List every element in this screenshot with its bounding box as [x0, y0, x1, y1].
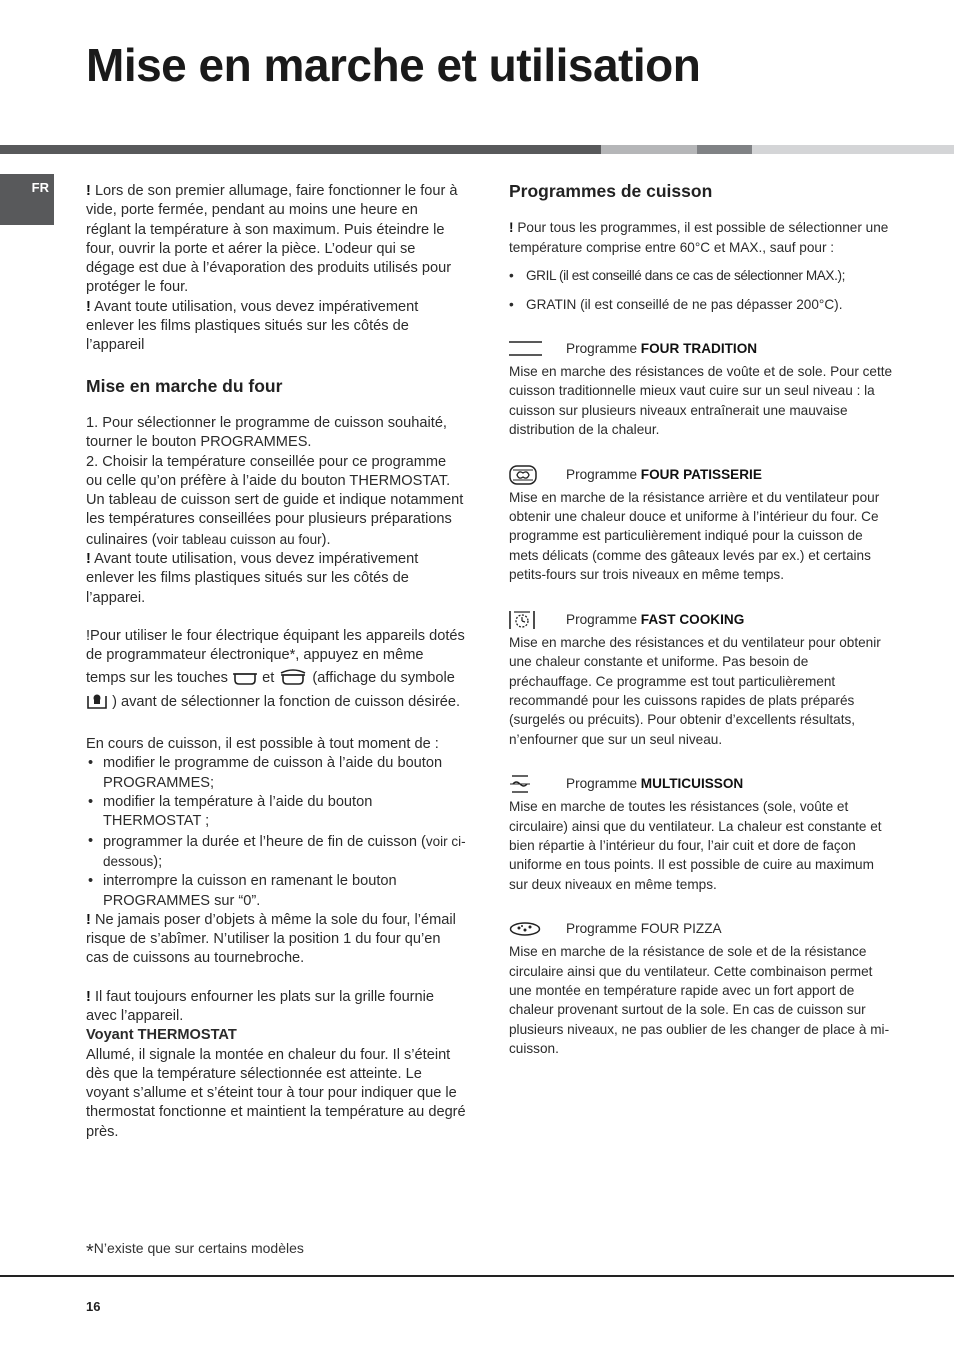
programs-intro: ! Pour tous les programmes, il est possible de sélectionner une température comprise entre 60°C et MAX., sauf pour :: [509, 220, 889, 255]
table-paragraph: Un tableau de cuisson sert de guide et indique notamment les températures conseillées pour plusieurs préparations culinaires (voir tableau cuisson au four).: [86, 492, 464, 548]
table-reference: voir tableau cuisson au four: [156, 531, 322, 547]
section-title-mise-en-marche: Mise en marche du four: [86, 375, 283, 396]
program-description: Mise en marche de toutes les résistances (sole, voûte et circulaire) ainsi que du ventilateur. La chaleur est constante et bien répartie à l’intérieur du four, l’air cuit et dore de façon uniforme en tous points. Il est possible de cuire au maximum sur deux niveaux en même temps.: [509, 799, 882, 892]
right-column: [509, 182, 894, 1059]
pot-key-icon: [232, 668, 258, 692]
list-item: • modifier le programme de cuisson à l’aide du bouton PROGRAMMES;: [86, 754, 466, 793]
list-item: • GRIL (il est conseillé dans ce cas de sélectionner MAX.);: [509, 266, 894, 285]
program-label: Programme FOUR PATISSERIE: [566, 466, 762, 482]
warning-paragraph-4: ! Il faut toujours enfourner les plats sur la grille fournie avec l’appareil.: [86, 988, 435, 1024]
step-1: 1. Pour sélectionner le programme de cuisson souhaité, tourner le bouton PROGRAMMES.: [86, 414, 447, 451]
footnote: *N’existe que sur certains modèles: [86, 1240, 304, 1263]
warning-mark: !: [86, 298, 91, 315]
page-title: Mise en marche et utilisation: [86, 39, 701, 91]
multicuisson-icon: [509, 773, 543, 795]
warning-paragraph-2: ! Avant toute utilisation, vous devez impérativement enlever les films plastiques situés sur les côtés de l’apparei.: [86, 551, 419, 606]
header-band-light: [601, 145, 697, 154]
voyant-thermostat-text: Allumé, il signale la montée en chaleur du four. Il s’éteint dès que la température sélectionnée est atteinte. Le voyant s’allume et s’éteint tour à tour pour indiquer que le thermostat fonctionne et maintient la température au degré près.: [86, 1046, 466, 1140]
language-tab: FR: [0, 174, 54, 225]
program-description: Mise en marche des résistances de voûte et de sole. Pour cette cuisson traditionnelle mieux vaut cuire sur un seul niveau : la cuisson sur plusieurs niveaux entraînerait une mauvaise distribution de la chaleur.: [509, 364, 893, 438]
program-fast-cooking: [509, 607, 894, 633]
during-cooking-list: [86, 754, 466, 910]
four-patisserie-icon: [509, 464, 543, 486]
program-multicuisson: [509, 771, 894, 797]
list-item: • GRATIN (il est conseillé de ne pas dépasser 200°C).: [509, 295, 894, 314]
fast-cooking-icon: [509, 609, 543, 631]
list-item: • modifier la température à l’aide du bouton THERMOSTAT ;: [86, 793, 466, 832]
voyant-thermostat-title: Voyant THERMOSTAT: [86, 1027, 237, 1044]
page-number: 16: [86, 1299, 101, 1314]
four-pizza-icon: [509, 918, 543, 940]
warning-paragraph-3: ! Ne jamais poser d’objets à même la sole du four, l’émail risque de s’abîmer. N’utiliser la position 1 du four qu’en cas de cuissons au tournebroche.: [86, 911, 456, 967]
program-label: Programme MULTICUISSON: [566, 776, 744, 792]
program-description: Mise en marche des résistances et du ventilateur pour obtenir une chaleur constante et uniforme. Pas besoin de préchauffage. Ce programme est tout particulièrement recommandé pour les cuissons rapides de plats préparés (surgelés ou précuits). Pour obtenir d’excellents résultats, n’enfourner que sur un seul niveau.: [509, 634, 881, 747]
exceptions-list: [509, 266, 894, 314]
during-cooking-intro: En cours de cuisson, il est possible à tout moment de :: [86, 736, 439, 753]
program-label: Programme FAST COOKING: [566, 611, 745, 627]
warning-mark: !: [86, 988, 91, 1005]
program-four-pizza: [509, 916, 894, 942]
program-description: Mise en marche de la résistance de sole et de la résistance circulaire ainsi que du ventilateur. Cette combinaison permet une montée en température rapide avec un fort apport de chaleur provenant surtout de la sole. En cas de cuisson sur plusieurs niveaux, ne pas oublier de les changer de place à mi-cuisson.: [509, 944, 890, 1057]
header-band-dark: [0, 145, 601, 154]
pot-lid-key-icon: [278, 666, 308, 692]
see-below-reference: voir ci-dessous: [103, 833, 466, 869]
warning-mark: !: [86, 183, 91, 199]
warning-mark: !: [86, 551, 91, 568]
program-label: Programme FOUR TRADITION: [566, 341, 758, 357]
header-band-mid: [697, 145, 752, 154]
program-description: Mise en marche de la résistance arrière et du ventilateur pour obtenir une chaleur douce et uniforme à l’intérieur du four. Ce programme est particulièrement indiqué pour la cuisson de mets délicats (comme des gâteaux levés par ex.) et certains petits-fours sur trois niveaux en même temps.: [509, 489, 880, 583]
program-four-patisserie: [509, 462, 894, 488]
list-item: • interrompre la cuisson en ramenant le bouton PROGRAMMES sur “0”.: [86, 872, 466, 911]
bottom-rule: [0, 1275, 954, 1277]
program-label: Programme FOUR PIZZA: [566, 921, 722, 937]
four-tradition-icon: [509, 338, 543, 360]
header-band-pale: [752, 145, 954, 154]
warning-mark: !: [509, 220, 514, 236]
section-title-programmes: Programmes de cuisson: [509, 181, 713, 201]
step-2: 2. Choisir la température conseillée pour ce programme ou celle qu’on préfère à l’aide du bouton THERMOSTAT.: [86, 453, 451, 489]
list-item: • programmer la durée et l’heure de fin de cuisson (voir ci-dessous);: [86, 832, 466, 873]
intro-paragraph: ! Lors de son premier allumage, faire fonctionner le four à vide, porte fermée, pendant au moins une heure en réglant la température à son maximum. Puis éteindre le four, ouvrir la porte et aérer la pièce. L’odeur qui se dégage est due à l’évaporation des produits utilisés pour protéger le four.: [86, 183, 458, 296]
warning-mark: !: [86, 911, 91, 928]
chef-hat-symbol-icon: [86, 692, 108, 716]
electronic-programmer-paragraph: !Pour utiliser le four électrique équipant les appareils dotés de programmateur électronique*, appuyez en même temps sur les touches et (affichage du symbole ) avant de sélectionner la fonction de cuisson désirée.: [86, 627, 466, 716]
program-four-tradition: [509, 336, 894, 362]
warning-paragraph: ! Avant toute utilisation, vous devez impérativement enlever les films plastiques situés sur les côtés de l’appareil: [86, 298, 419, 354]
left-column: [86, 182, 466, 1142]
